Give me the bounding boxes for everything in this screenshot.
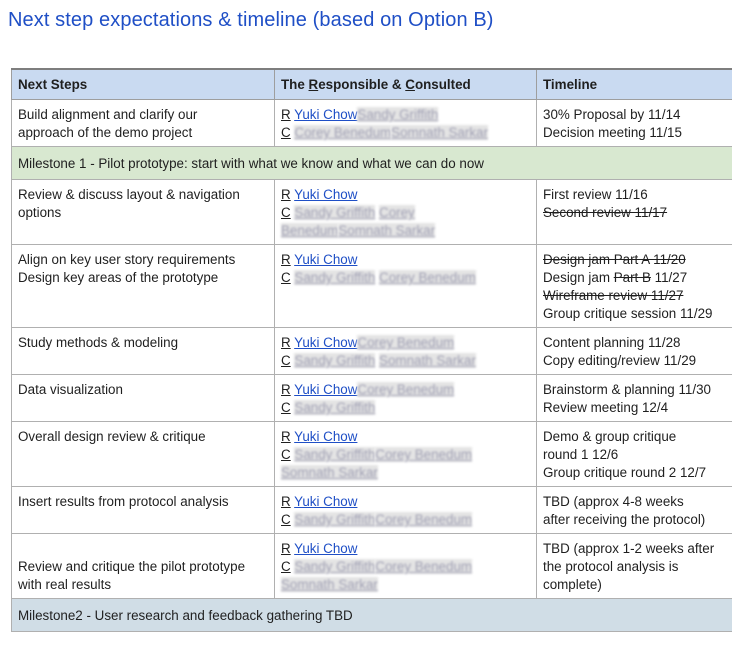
person-link[interactable]: Yuki Chow	[294, 187, 358, 202]
people-cell	[275, 100, 537, 147]
person-link-redacted[interactable]: Somnath Sarkar	[281, 577, 378, 592]
person-link-redacted[interactable]: Somnath Sarkar	[338, 223, 436, 238]
table-row	[12, 245, 732, 328]
step-cell	[12, 422, 275, 487]
timeline-text: Demo & group critique	[543, 429, 677, 444]
timeline-cell	[537, 375, 732, 422]
step-text: with real results	[18, 577, 112, 592]
role-c: C	[281, 270, 291, 285]
timeline-text: Design jam	[543, 270, 614, 285]
role-c: C	[281, 125, 291, 140]
step-cell	[12, 100, 275, 147]
timeline-text: Copy editing/review 11/29	[543, 353, 697, 368]
people-cell	[275, 534, 537, 599]
person-link-redacted[interactable]: Benedum	[281, 223, 339, 238]
step-text: Build alignment and clarify our	[18, 107, 198, 122]
role-c: C	[281, 559, 291, 574]
person-link[interactable]: Yuki Chow	[294, 541, 358, 556]
person-link-redacted[interactable]: Corey Benedum	[375, 512, 473, 527]
person-link-redacted[interactable]: Sandy Griffith	[294, 400, 376, 415]
person-link-redacted[interactable]: Sandy Griffith	[294, 205, 376, 220]
step-cell	[12, 375, 275, 422]
role-r: R	[281, 335, 291, 350]
timeline-text-struck: Second review 11/17	[543, 205, 668, 220]
role-r: R	[281, 252, 291, 267]
timeline-table	[11, 68, 732, 632]
table-row	[12, 422, 732, 487]
role-r: R	[281, 429, 291, 444]
people-cell	[275, 422, 537, 487]
timeline-text: Group critique round 2 12/7	[543, 465, 707, 480]
milestone-row	[12, 147, 732, 180]
table-row	[12, 328, 732, 375]
step-cell	[12, 180, 275, 245]
timeline-cell	[537, 245, 732, 328]
timeline-text: Decision meeting 11/15	[543, 125, 682, 140]
timeline-cell	[537, 180, 732, 245]
person-link-redacted[interactable]: Corey Benedum	[379, 270, 476, 285]
header-text: esponsible &	[318, 77, 406, 92]
person-link-redacted[interactable]: Corey Benedum	[375, 559, 473, 574]
table-row	[12, 100, 732, 147]
people-cell	[275, 180, 537, 245]
timeline-text: Brainstorm & planning 11/30	[543, 382, 711, 397]
person-link[interactable]: Yuki Chow	[294, 335, 358, 350]
timeline-cell	[537, 422, 732, 487]
timeline-cell	[537, 534, 732, 599]
person-link-redacted[interactable]: Corey Benedum	[357, 382, 455, 397]
header-responsible-consulted	[275, 69, 537, 100]
timeline-cell	[537, 487, 732, 534]
role-c: C	[281, 400, 291, 415]
step-cell	[12, 534, 275, 599]
timeline-text-struck: Design jam Part A 11/20	[543, 252, 686, 267]
step-text: Overall design review & critique	[18, 429, 206, 444]
step-text: options	[18, 205, 62, 220]
role-r: R	[281, 107, 291, 122]
person-link-redacted[interactable]: Sandy Griffith	[294, 512, 376, 527]
person-link-redacted[interactable]: Corey Benedum	[294, 125, 392, 140]
person-link[interactable]: Yuki Chow	[294, 107, 358, 122]
timeline-text-struck: Part B	[613, 270, 651, 285]
timeline-text: 11/27	[650, 270, 688, 285]
step-text: Study methods & modeling	[18, 335, 179, 350]
milestone-text: Milestone 1 - Pilot prototype: start with what we know and what we can do now	[12, 147, 732, 180]
step-text: Review & discuss layout & navigation	[18, 187, 240, 202]
timeline-cell	[537, 100, 732, 147]
person-link-redacted[interactable]: Corey Benedum	[375, 447, 473, 462]
step-cell	[12, 245, 275, 328]
person-link-redacted[interactable]: Somnath Sarkar	[281, 465, 378, 480]
person-link-redacted[interactable]: Somnath Sarkar	[379, 353, 476, 368]
table-header-row	[12, 69, 732, 100]
timeline-text: after receiving the protocol)	[543, 512, 706, 527]
person-link-redacted[interactable]: Corey	[379, 205, 415, 220]
timeline-text: Content planning 11/28	[543, 335, 681, 350]
person-link-redacted[interactable]: Corey Benedum	[357, 335, 455, 350]
header-c: C	[405, 77, 415, 92]
step-cell	[12, 328, 275, 375]
milestone-text: Milestone2 - User research and feedback gathering TBD	[12, 599, 732, 632]
person-link[interactable]: Yuki Chow	[294, 382, 358, 397]
person-link[interactable]: Yuki Chow	[294, 494, 358, 509]
table-row	[12, 375, 732, 422]
role-r: R	[281, 494, 291, 509]
role-c: C	[281, 512, 291, 527]
step-cell	[12, 487, 275, 534]
step-text: approach of the demo project	[18, 125, 193, 140]
person-link-redacted[interactable]: Somnath Sarkar	[391, 125, 488, 140]
role-r: R	[281, 541, 291, 556]
timeline-text: Review meeting 12/4	[543, 400, 669, 415]
role-c: C	[281, 205, 291, 220]
table-row	[12, 534, 732, 599]
table-row	[12, 487, 732, 534]
header-next-steps: Next Steps	[12, 69, 275, 100]
people-cell	[275, 245, 537, 328]
person-link-redacted[interactable]: Sandy Griffith	[357, 107, 439, 122]
timeline-cell	[537, 328, 732, 375]
timeline-text-struck: Wireframe review 11/27	[543, 288, 684, 303]
step-text: Align on key user story requirements	[18, 252, 236, 267]
header-text: The	[281, 77, 309, 92]
people-cell	[275, 328, 537, 375]
person-link-redacted[interactable]: Sandy Griffith	[294, 353, 376, 368]
timeline-text: First review 11/16	[543, 187, 648, 202]
person-link-redacted[interactable]: Sandy Griffith	[294, 270, 376, 285]
people-cell	[275, 375, 537, 422]
timeline-text: 30% Proposal by 11/14	[543, 107, 681, 122]
header-text: onsulted	[414, 77, 471, 92]
table-row	[12, 180, 732, 245]
timeline-text: the protocol analysis is	[543, 559, 679, 574]
header-timeline: Timeline	[537, 69, 732, 100]
page-title: Next step expectations & timeline (based on Option B)	[8, 9, 494, 31]
step-text: Insert results from protocol analysis	[18, 494, 229, 509]
role-c: C	[281, 353, 291, 368]
step-text: Data visualization	[18, 382, 123, 397]
person-link-redacted[interactable]: Sandy Griffith	[294, 559, 376, 574]
step-text: Review and critique the pilot prototype	[18, 559, 246, 574]
person-link[interactable]: Yuki Chow	[294, 252, 358, 267]
person-link[interactable]: Yuki Chow	[294, 429, 358, 444]
people-cell	[275, 487, 537, 534]
role-r: R	[281, 187, 291, 202]
header-r: R	[308, 77, 319, 92]
milestone-row	[12, 599, 732, 632]
person-link-redacted[interactable]: Sandy Griffith	[294, 447, 376, 462]
timeline-text: TBD (approx 4-8 weeks	[543, 494, 684, 509]
step-text: Design key areas of the prototype	[18, 270, 219, 285]
role-c: C	[281, 447, 291, 462]
timeline-text: complete)	[543, 577, 602, 592]
timeline-text: Group critique session 11/29	[543, 306, 713, 321]
timeline-text: round 1 12/6	[543, 447, 619, 462]
timeline-text: TBD (approx 1-2 weeks after	[543, 541, 715, 556]
role-r: R	[281, 382, 291, 397]
